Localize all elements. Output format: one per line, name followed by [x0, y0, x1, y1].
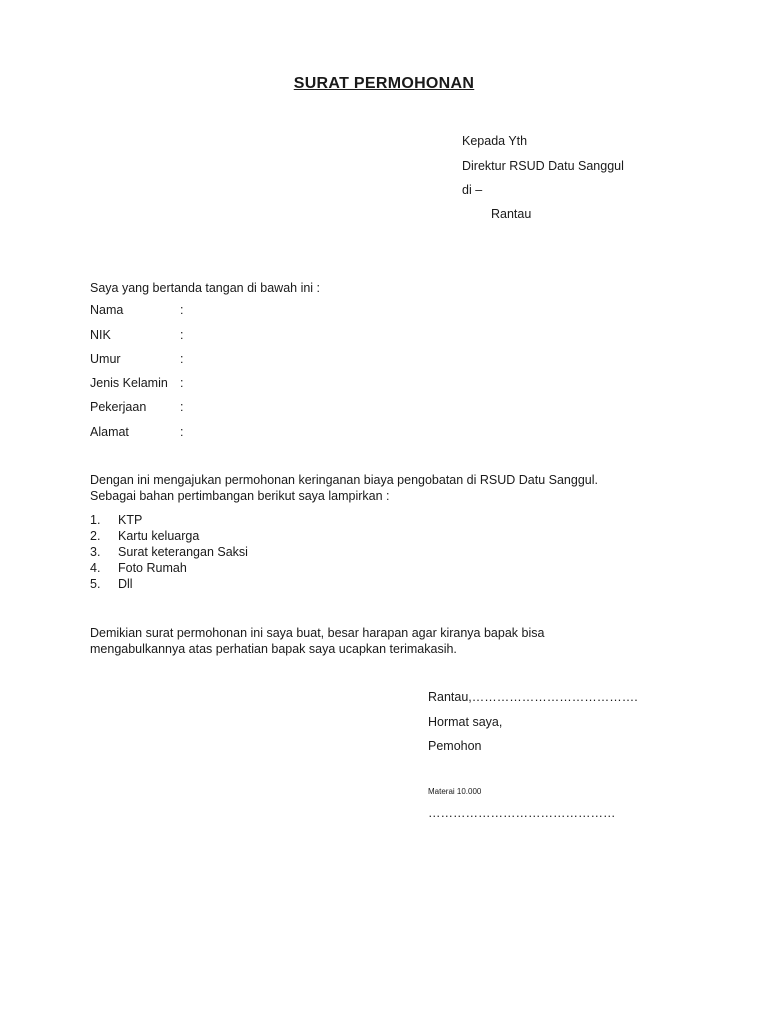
- document-title: SURAT PERMOHONAN: [293, 75, 475, 92]
- attachment-item: Kartu keluarga: [118, 529, 200, 543]
- attachment-item: Dll: [118, 577, 133, 591]
- attachment-number: 5.: [90, 577, 101, 591]
- request-line-1: Dengan ini mengajukan permohonan keringanan biaya pengobatan di RSUD Datu Sanggul.: [90, 473, 598, 487]
- signature-role: Pemohon: [428, 739, 482, 753]
- field-colon-umur: :: [180, 352, 184, 366]
- request-line-2: Sebagai bahan pertimbangan berikut saya lampirkan :: [90, 489, 390, 503]
- attachment-number: 3.: [90, 545, 101, 559]
- field-colon-alamat: :: [180, 425, 184, 439]
- field-label-jenis-kelamin: Jenis Kelamin: [90, 376, 168, 390]
- field-colon-pekerjaan: :: [180, 400, 184, 414]
- attachment-number: 2.: [90, 529, 101, 543]
- signature-greeting: Hormat saya,: [428, 715, 503, 729]
- field-label-alamat: Alamat: [90, 425, 129, 439]
- recipient-line-3: di –: [462, 183, 483, 197]
- attachment-number: 4.: [90, 561, 101, 575]
- recipient-line-2: Direktur RSUD Datu Sanggul: [462, 159, 624, 173]
- field-colon-nik: :: [180, 328, 184, 342]
- closing-line-2: mengabulkannya atas perhatian bapak saya ucapkan terimakasih.: [90, 642, 457, 656]
- field-label-nama: Nama: [90, 303, 124, 317]
- signature-place-date: Rantau,………………………………….: [428, 690, 638, 704]
- attachment-item: Surat keterangan Saksi: [118, 545, 248, 559]
- attachment-item: Foto Rumah: [118, 561, 187, 575]
- field-label-umur: Umur: [90, 352, 121, 366]
- stamp-label: Materai 10.000: [428, 787, 482, 796]
- attachment-item: KTP: [118, 513, 143, 527]
- field-label-pekerjaan: Pekerjaan: [90, 400, 147, 414]
- closing-line-1: Demikian surat permohonan ini saya buat, besar harapan agar kiranya bapak bisa: [90, 626, 545, 640]
- field-colon-jenis-kelamin: :: [180, 376, 184, 390]
- field-colon-nama: :: [180, 303, 184, 317]
- intro-text: Saya yang bertanda tangan di bawah ini :: [90, 281, 321, 295]
- recipient-line-1: Kepada Yth: [462, 134, 528, 148]
- recipient-line-4: Rantau: [491, 207, 532, 221]
- field-label-nik: NIK: [90, 328, 111, 342]
- signature-name-line: ………………………………………: [428, 806, 616, 820]
- attachment-number: 1.: [90, 513, 101, 527]
